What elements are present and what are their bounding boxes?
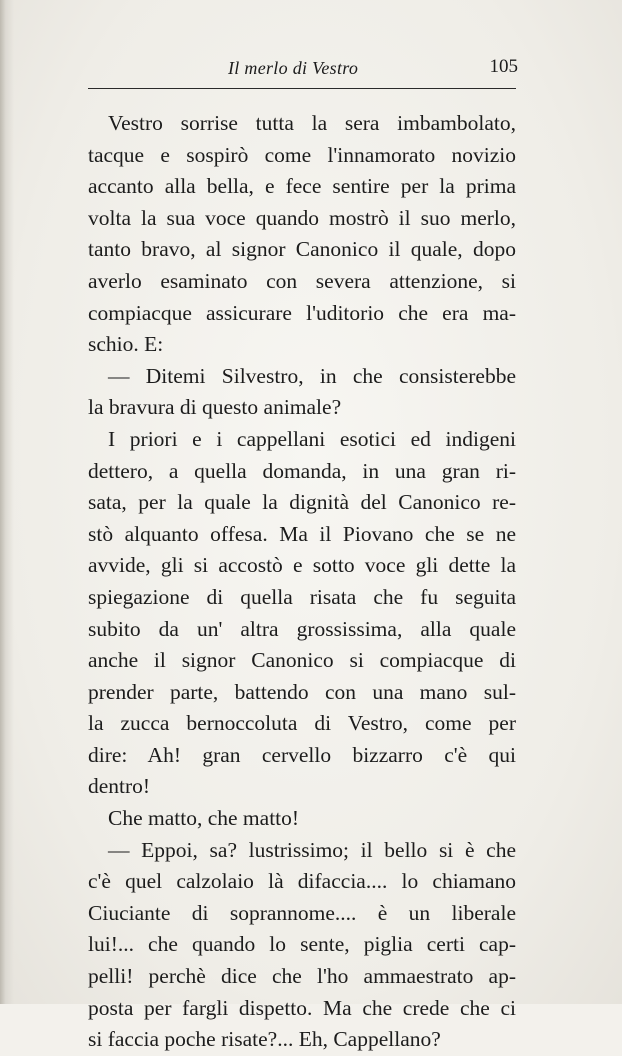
text-line: la zucca bernoccoluta di Vestro, come per [88, 711, 516, 736]
text-line: la bravura di questo animale? [88, 395, 342, 420]
running-head [88, 56, 518, 86]
text-line: averlo esaminato con severa attenzione, si [88, 268, 516, 293]
page-spine-shadow [0, 0, 14, 1004]
text-line: tanto bravo, al signor Canonico il quale, dopo [88, 237, 516, 262]
text-line: posta per fargli dispetto. Ma che crede che ci [88, 995, 516, 1020]
text-line: accanto alla bella, e fece sentire per la prima [88, 174, 516, 199]
page-number: 105 [489, 56, 518, 77]
text-line: lui!... che quando lo sente, piglia certi cap- [88, 932, 516, 957]
text-line: I priori e i cappellani esotici ed indigeni [108, 426, 516, 451]
text-line: spiegazione di quella risata che fu seguita [88, 584, 516, 609]
text-line: stò alquanto offesa. Ma il Piovano che se ne [88, 521, 516, 546]
text-line: si faccia poche risate?... Eh, Cappellano? [88, 1027, 441, 1052]
text-line: dentro! [88, 774, 151, 799]
text-line: dire: Ah! gran cervello bizzarro c'è qui [88, 742, 516, 767]
body-text [88, 108, 516, 1056]
text-line: pelli! perchè dice che l'ho ammaestrato ap- [88, 964, 516, 989]
running-title: Il merlo di Vestro [228, 58, 359, 78]
text-line: schio. E: [88, 332, 164, 357]
text-line: — Ditemi Silvestro, in che consisterebbe [108, 363, 516, 388]
text-line: — Eppoi, sa? lustrissimo; il bello si è che [108, 837, 516, 862]
header-rule [88, 88, 516, 89]
text-line: dettero, a quella domanda, in una gran ri- [88, 458, 516, 483]
text-line: anche il signor Canonico si compiacque di [88, 648, 516, 673]
text-line: Che matto, che matto! [108, 806, 300, 831]
text-line: subito da un' altra grossissima, alla quale [88, 616, 516, 641]
text-line: sata, per la quale la dignità del Canonico re- [88, 490, 516, 515]
text-line: volta la sua voce quando mostrò il suo merlo, [88, 205, 516, 230]
text-line: prender parte, battendo con una mano sul- [88, 679, 516, 704]
text-line: avvide, gli si accostò e sotto voce gli dette la [88, 553, 516, 578]
text-line: c'è quel calzolaio là difaccia.... lo chiamano [88, 869, 516, 894]
text-line: Vestro sorrise tutta la sera imbambolato, [108, 111, 516, 135]
text-line: Ciuciante di soprannome.... è un liberale [88, 900, 516, 925]
text-line: tacque e sospirò come l'innamorato novizio [88, 142, 516, 167]
text-line: compiacque assicurare l'uditorio che era ma- [88, 300, 516, 325]
